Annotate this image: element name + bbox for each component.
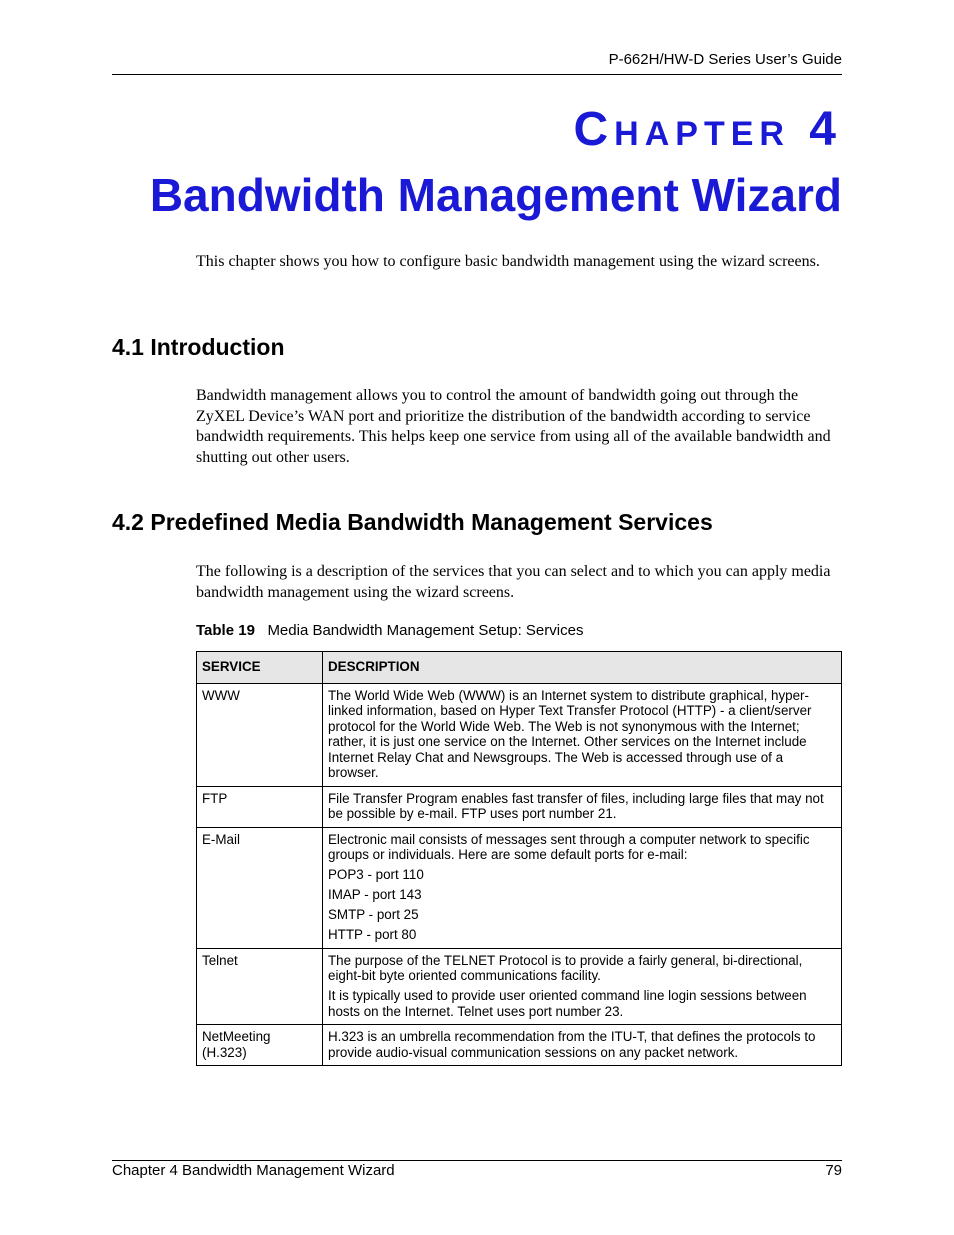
port-entry-http: HTTP - port 80 xyxy=(328,927,417,942)
chapter-intro-paragraph: This chapter shows you how to configure basic bandwidth management using the wizard screens. xyxy=(196,253,820,270)
table-row xyxy=(197,1025,842,1066)
description-text: The purpose of the TELNET Protocol is to provide a fairly general, bi-directional, eight-bit byte oriented communications facility. xyxy=(328,952,803,983)
section-paragraph-introduction: Bandwidth management allows you to control the amount of bandwidth going out through the ZyXEL Device’s WAN port and prioritize the distribution of the bandwidth according to service bandwidth requirements. This helps keep one service from using all of the available bandwidth and shutting out other users. xyxy=(196,387,831,466)
description-text: It is typically used to provide user oriented command line login sessions between hosts on the Internet. Telnet uses port number 23. xyxy=(328,988,807,1019)
service-cell: E-Mail xyxy=(197,827,323,948)
description-text: The World Wide Web (WWW) is an Internet system to distribute graphical, hyper-linked information, based on Hyper Text Transfer Protocol (HTTP) - a client/server protocol for the World Wide Web. The Web is not synonymous with the Internet; rather, it is just one service on the Internet. Other services on the Internet include Internet Relay Chat and Newsgroups. The Web is accessed through use of a browser. xyxy=(328,687,812,780)
description-cell xyxy=(323,827,842,948)
port-entry-pop3: POP3 - port 110 xyxy=(328,867,424,882)
table-row xyxy=(197,786,842,827)
page-number: 79 xyxy=(825,1162,842,1179)
description-cell xyxy=(323,683,842,786)
services-table xyxy=(196,651,842,1066)
running-footer-chapter: Chapter 4 Bandwidth Management Wizard xyxy=(112,1162,395,1179)
table-row xyxy=(197,948,842,1025)
description-text: H.323 is an umbrella recommendation from the ITU-T, that defines the protocols to provide audio-visual communication sessions on any packet network. xyxy=(328,1029,816,1060)
footer-divider xyxy=(112,1160,842,1161)
table-caption-text: Media Bandwidth Management Setup: Services xyxy=(267,622,584,639)
header-divider xyxy=(112,74,842,75)
section-paragraph-predefined-services: The following is a description of the services that you can select and to which you can apply media bandwidth management using the wizard screens. xyxy=(196,563,831,601)
table-caption-label: Table 19 xyxy=(196,622,255,639)
description-text: Electronic mail consists of messages sent through a computer network to specific groups or individuals. Here are some default ports for e-mail: xyxy=(328,831,810,862)
service-cell: Telnet xyxy=(197,948,323,1025)
description-cell xyxy=(323,786,842,827)
section-heading-introduction: 4.1 Introduction xyxy=(112,334,285,360)
service-cell: FTP xyxy=(197,786,323,827)
service-cell: NetMeeting (H.323) xyxy=(197,1025,323,1066)
table-row xyxy=(197,827,842,948)
port-entry-smtp: SMTP - port 25 xyxy=(328,907,419,922)
table-caption xyxy=(196,622,583,639)
port-entry-imap: IMAP - port 143 xyxy=(328,887,422,902)
chapter-title: Bandwidth Management Wizard xyxy=(149,169,842,221)
description-cell xyxy=(323,1025,842,1066)
table-row xyxy=(197,683,842,786)
service-cell: WWW xyxy=(197,683,323,786)
description-cell xyxy=(323,948,842,1025)
chapter-label: Chapter 4 xyxy=(573,103,842,156)
running-header-guide-title: P-662H/HW-D Series User’s Guide xyxy=(608,51,842,68)
column-header-service: SERVICE xyxy=(197,652,323,684)
description-text: File Transfer Program enables fast transfer of files, including large files that may not be possible by e-mail. FTP uses port number 21. xyxy=(328,790,824,821)
table-header-row xyxy=(197,652,842,684)
section-heading-predefined-services: 4.2 Predefined Media Bandwidth Management Services xyxy=(112,509,713,535)
column-header-description: DESCRIPTION xyxy=(323,652,842,684)
